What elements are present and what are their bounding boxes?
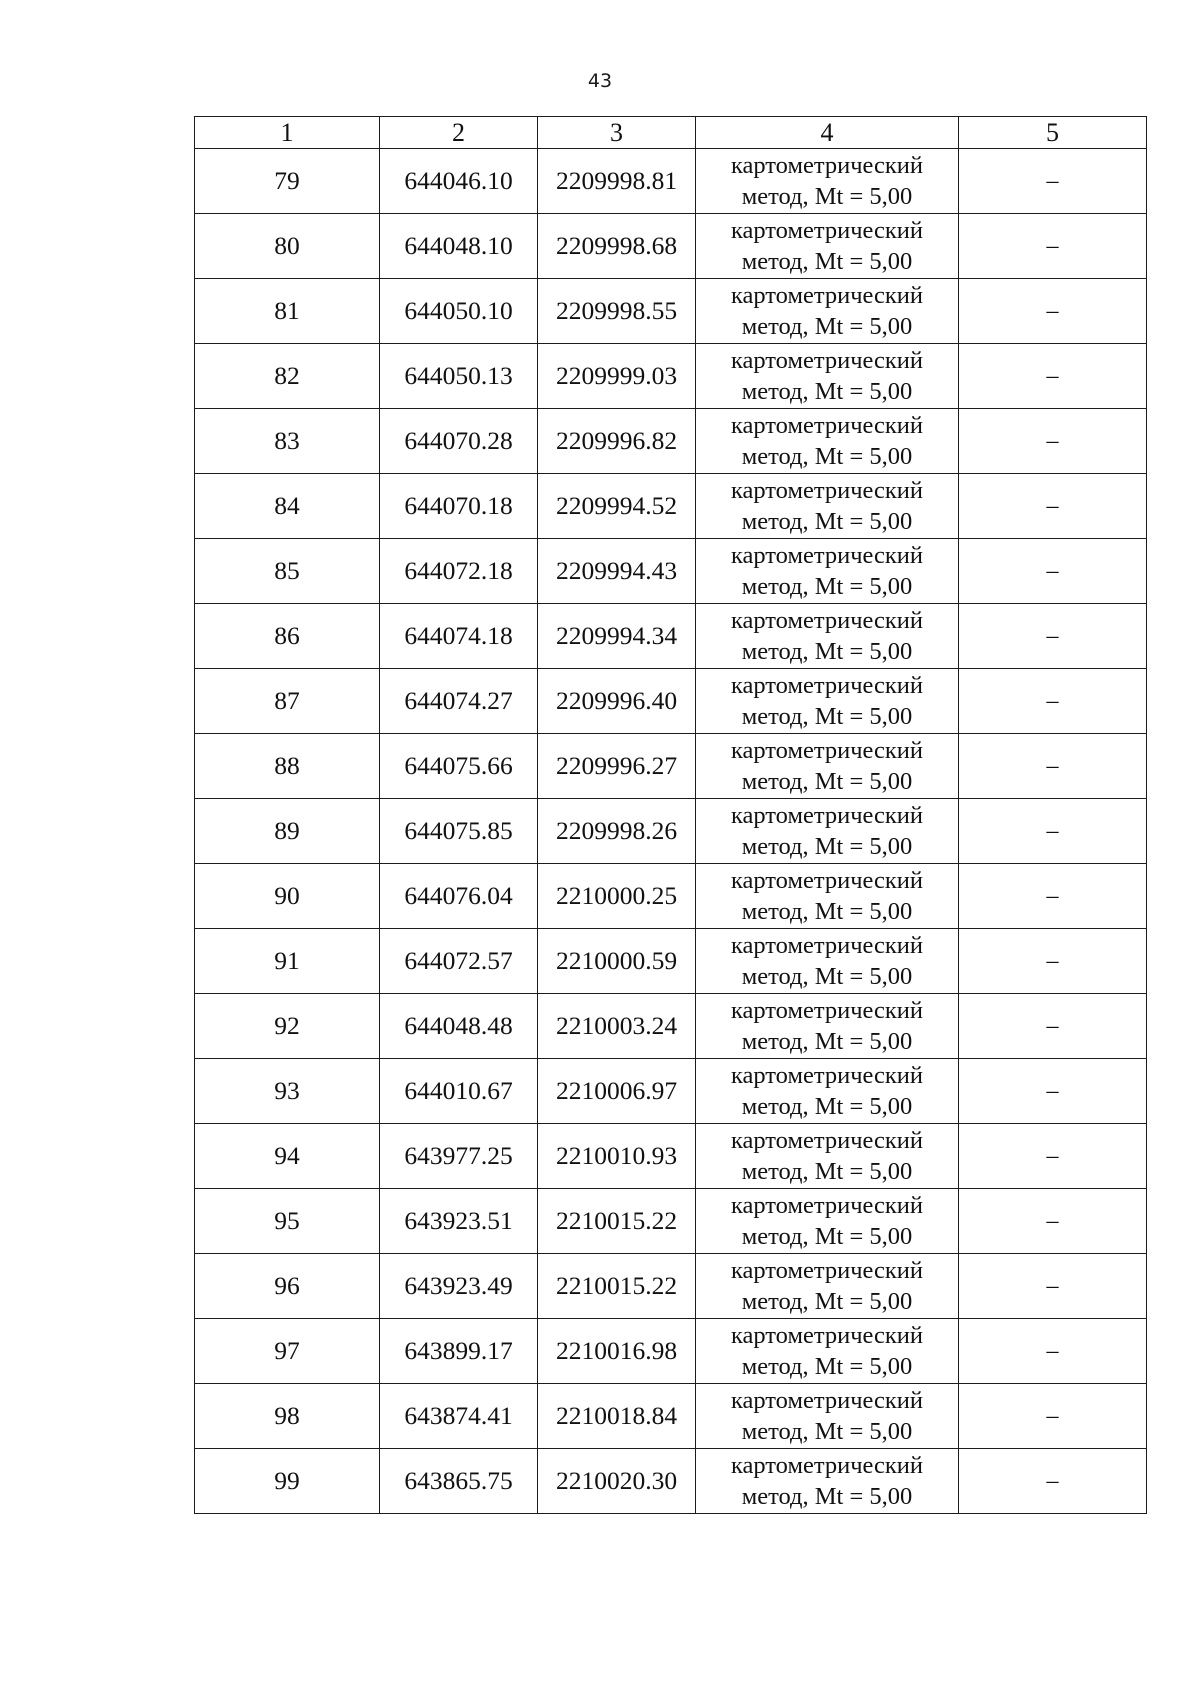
- point-number-cell: 89: [195, 799, 380, 864]
- col5-cell: –: [959, 929, 1147, 994]
- table-row: [195, 214, 1147, 279]
- y-coordinate-cell: 2209998.81: [538, 149, 696, 214]
- col5-cell: –: [959, 344, 1147, 409]
- point-number-cell: 91: [195, 929, 380, 994]
- header-col-1: 1: [195, 117, 380, 149]
- method-line-1: картометрический: [730, 1062, 924, 1089]
- table-body: [195, 149, 1147, 1514]
- method-line-2: метод, Mt = 5,00: [741, 1288, 913, 1315]
- x-coordinate-cell: 644070.18: [380, 474, 538, 539]
- header-col-5: 5: [959, 117, 1147, 149]
- x-coordinate-cell: 644048.48: [380, 994, 538, 1059]
- method-cell: [696, 734, 959, 799]
- method-line-1: картометрический: [730, 542, 924, 569]
- col5-cell: –: [959, 279, 1147, 344]
- table-header: [195, 117, 1147, 149]
- method-cell: [696, 279, 959, 344]
- y-coordinate-cell: 2209996.27: [538, 734, 696, 799]
- x-coordinate-cell: 644010.67: [380, 1059, 538, 1124]
- method-cell: [696, 1254, 959, 1319]
- method-line-2: метод, Mt = 5,00: [741, 898, 913, 925]
- method-line-1: картометрический: [730, 672, 924, 699]
- x-coordinate-cell: 644046.10: [380, 149, 538, 214]
- col5-cell: –: [959, 734, 1147, 799]
- table-row: [195, 1384, 1147, 1449]
- table-row: [195, 539, 1147, 604]
- method-line-2: метод, Mt = 5,00: [741, 1353, 913, 1380]
- method-line-2: метод, Mt = 5,00: [741, 1483, 913, 1510]
- coordinates-table-container: [194, 116, 1146, 1514]
- method-line-2: метод, Mt = 5,00: [741, 378, 913, 405]
- method-line-2: метод, Mt = 5,00: [741, 443, 913, 470]
- x-coordinate-cell: 644050.13: [380, 344, 538, 409]
- y-coordinate-cell: 2210015.22: [538, 1254, 696, 1319]
- y-coordinate-cell: 2210018.84: [538, 1384, 696, 1449]
- y-coordinate-cell: 2209994.34: [538, 604, 696, 669]
- method-line-1: картометрический: [730, 1257, 924, 1284]
- y-coordinate-cell: 2210015.22: [538, 1189, 696, 1254]
- method-cell: [696, 604, 959, 669]
- point-number-cell: 90: [195, 864, 380, 929]
- point-number-cell: 80: [195, 214, 380, 279]
- page-number: 43: [587, 70, 613, 92]
- point-number-cell: 83: [195, 409, 380, 474]
- table-row: [195, 994, 1147, 1059]
- table-row: [195, 344, 1147, 409]
- x-coordinate-cell: 644074.18: [380, 604, 538, 669]
- x-coordinate-cell: 644050.10: [380, 279, 538, 344]
- method-line-2: метод, Mt = 5,00: [741, 833, 913, 860]
- y-coordinate-cell: 2209994.43: [538, 539, 696, 604]
- col5-cell: –: [959, 149, 1147, 214]
- point-number-cell: 85: [195, 539, 380, 604]
- col5-cell: –: [959, 1319, 1147, 1384]
- method-line-1: картометрический: [730, 477, 924, 504]
- col5-cell: –: [959, 409, 1147, 474]
- col5-cell: –: [959, 1384, 1147, 1449]
- method-cell: [696, 669, 959, 734]
- y-coordinate-cell: 2210000.25: [538, 864, 696, 929]
- method-cell: [696, 929, 959, 994]
- method-cell: [696, 1124, 959, 1189]
- point-number-cell: 92: [195, 994, 380, 1059]
- point-number-cell: 88: [195, 734, 380, 799]
- point-number-cell: 98: [195, 1384, 380, 1449]
- method-cell: [696, 994, 959, 1059]
- method-cell: [696, 1319, 959, 1384]
- point-number-cell: 84: [195, 474, 380, 539]
- col5-cell: –: [959, 474, 1147, 539]
- y-coordinate-cell: 2210006.97: [538, 1059, 696, 1124]
- method-line-2: метод, Mt = 5,00: [741, 638, 913, 665]
- table-row: [195, 604, 1147, 669]
- y-coordinate-cell: 2210010.93: [538, 1124, 696, 1189]
- method-line-1: картометрический: [730, 737, 924, 764]
- point-number-cell: 99: [195, 1449, 380, 1514]
- x-coordinate-cell: 644048.10: [380, 214, 538, 279]
- method-line-2: метод, Mt = 5,00: [741, 703, 913, 730]
- table-row: [195, 409, 1147, 474]
- col5-cell: –: [959, 214, 1147, 279]
- method-cell: [696, 474, 959, 539]
- method-line-2: метод, Mt = 5,00: [741, 1223, 913, 1250]
- table-row: [195, 799, 1147, 864]
- method-line-2: метод, Mt = 5,00: [741, 313, 913, 340]
- method-line-1: картометрический: [730, 802, 924, 829]
- table-row: [195, 474, 1147, 539]
- y-coordinate-cell: 2209998.68: [538, 214, 696, 279]
- y-coordinate-cell: 2209998.26: [538, 799, 696, 864]
- method-cell: [696, 409, 959, 474]
- x-coordinate-cell: 643923.51: [380, 1189, 538, 1254]
- table-row: [195, 1254, 1147, 1319]
- method-line-2: метод, Mt = 5,00: [741, 768, 913, 795]
- col5-cell: –: [959, 1124, 1147, 1189]
- table-row: [195, 734, 1147, 799]
- method-cell: [696, 1384, 959, 1449]
- method-line-2: метод, Mt = 5,00: [741, 183, 913, 210]
- method-cell: [696, 344, 959, 409]
- col5-cell: –: [959, 994, 1147, 1059]
- method-cell: [696, 799, 959, 864]
- col5-cell: –: [959, 539, 1147, 604]
- col5-cell: –: [959, 1449, 1147, 1514]
- header-col-4: 4: [696, 117, 959, 149]
- y-coordinate-cell: 2209994.52: [538, 474, 696, 539]
- col5-cell: –: [959, 1254, 1147, 1319]
- method-line-1: картометрический: [730, 1127, 924, 1154]
- col5-cell: –: [959, 799, 1147, 864]
- method-line-2: метод, Mt = 5,00: [741, 573, 913, 600]
- method-line-1: картометрический: [730, 217, 924, 244]
- point-number-cell: 94: [195, 1124, 380, 1189]
- x-coordinate-cell: 643874.41: [380, 1384, 538, 1449]
- y-coordinate-cell: 2210020.30: [538, 1449, 696, 1514]
- header-col-3: 3: [538, 117, 696, 149]
- method-line-2: метод, Mt = 5,00: [741, 508, 913, 535]
- point-number-cell: 97: [195, 1319, 380, 1384]
- point-number-cell: 95: [195, 1189, 380, 1254]
- point-number-cell: 82: [195, 344, 380, 409]
- x-coordinate-cell: 644072.57: [380, 929, 538, 994]
- table-row: [195, 1189, 1147, 1254]
- table-row: [195, 1449, 1147, 1514]
- method-line-2: метод, Mt = 5,00: [741, 1028, 913, 1055]
- x-coordinate-cell: 644076.04: [380, 864, 538, 929]
- col5-cell: –: [959, 864, 1147, 929]
- table-row: [195, 149, 1147, 214]
- point-number-cell: 96: [195, 1254, 380, 1319]
- y-coordinate-cell: 2210003.24: [538, 994, 696, 1059]
- y-coordinate-cell: 2209996.40: [538, 669, 696, 734]
- method-line-2: метод, Mt = 5,00: [741, 1093, 913, 1120]
- col5-cell: –: [959, 604, 1147, 669]
- header-col-2: 2: [380, 117, 538, 149]
- table-row: [195, 1124, 1147, 1189]
- col5-cell: –: [959, 1189, 1147, 1254]
- method-line-1: картометрический: [730, 1452, 924, 1479]
- col5-cell: –: [959, 669, 1147, 734]
- method-line-1: картометрический: [730, 347, 924, 374]
- table-row: [195, 1319, 1147, 1384]
- x-coordinate-cell: 644075.85: [380, 799, 538, 864]
- y-coordinate-cell: 2209998.55: [538, 279, 696, 344]
- point-number-cell: 87: [195, 669, 380, 734]
- method-cell: [696, 214, 959, 279]
- x-coordinate-cell: 644075.66: [380, 734, 538, 799]
- x-coordinate-cell: 643899.17: [380, 1319, 538, 1384]
- x-coordinate-cell: 644072.18: [380, 539, 538, 604]
- method-line-1: картометрический: [730, 1192, 924, 1219]
- method-line-2: метод, Mt = 5,00: [741, 963, 913, 990]
- x-coordinate-cell: 643865.75: [380, 1449, 538, 1514]
- method-cell: [696, 149, 959, 214]
- method-line-1: картометрический: [730, 867, 924, 894]
- method-line-1: картометрический: [730, 932, 924, 959]
- y-coordinate-cell: 2210016.98: [538, 1319, 696, 1384]
- x-coordinate-cell: 643923.49: [380, 1254, 538, 1319]
- col5-cell: –: [959, 1059, 1147, 1124]
- coordinates-table: [194, 116, 1147, 1514]
- x-coordinate-cell: 644074.27: [380, 669, 538, 734]
- method-line-1: картометрический: [730, 997, 924, 1024]
- method-line-1: картометрический: [730, 1387, 924, 1414]
- method-line-1: картометрический: [730, 282, 924, 309]
- y-coordinate-cell: 2210000.59: [538, 929, 696, 994]
- method-cell: [696, 539, 959, 604]
- point-number-cell: 93: [195, 1059, 380, 1124]
- method-line-1: картометрический: [730, 1322, 924, 1349]
- point-number-cell: 81: [195, 279, 380, 344]
- method-cell: [696, 864, 959, 929]
- y-coordinate-cell: 2209999.03: [538, 344, 696, 409]
- method-line-1: картометрический: [730, 152, 924, 179]
- x-coordinate-cell: 644070.28: [380, 409, 538, 474]
- method-cell: [696, 1449, 959, 1514]
- header-row: [195, 117, 1147, 149]
- point-number-cell: 79: [195, 149, 380, 214]
- method-line-1: картометрический: [730, 412, 924, 439]
- table-row: [195, 1059, 1147, 1124]
- method-line-2: метод, Mt = 5,00: [741, 1158, 913, 1185]
- table-row: [195, 669, 1147, 734]
- table-row: [195, 929, 1147, 994]
- y-coordinate-cell: 2209996.82: [538, 409, 696, 474]
- method-cell: [696, 1059, 959, 1124]
- table-row: [195, 864, 1147, 929]
- x-coordinate-cell: 643977.25: [380, 1124, 538, 1189]
- method-line-2: метод, Mt = 5,00: [741, 1418, 913, 1445]
- method-line-2: метод, Mt = 5,00: [741, 248, 913, 275]
- method-line-1: картометрический: [730, 607, 924, 634]
- table-row: [195, 279, 1147, 344]
- point-number-cell: 86: [195, 604, 380, 669]
- method-cell: [696, 1189, 959, 1254]
